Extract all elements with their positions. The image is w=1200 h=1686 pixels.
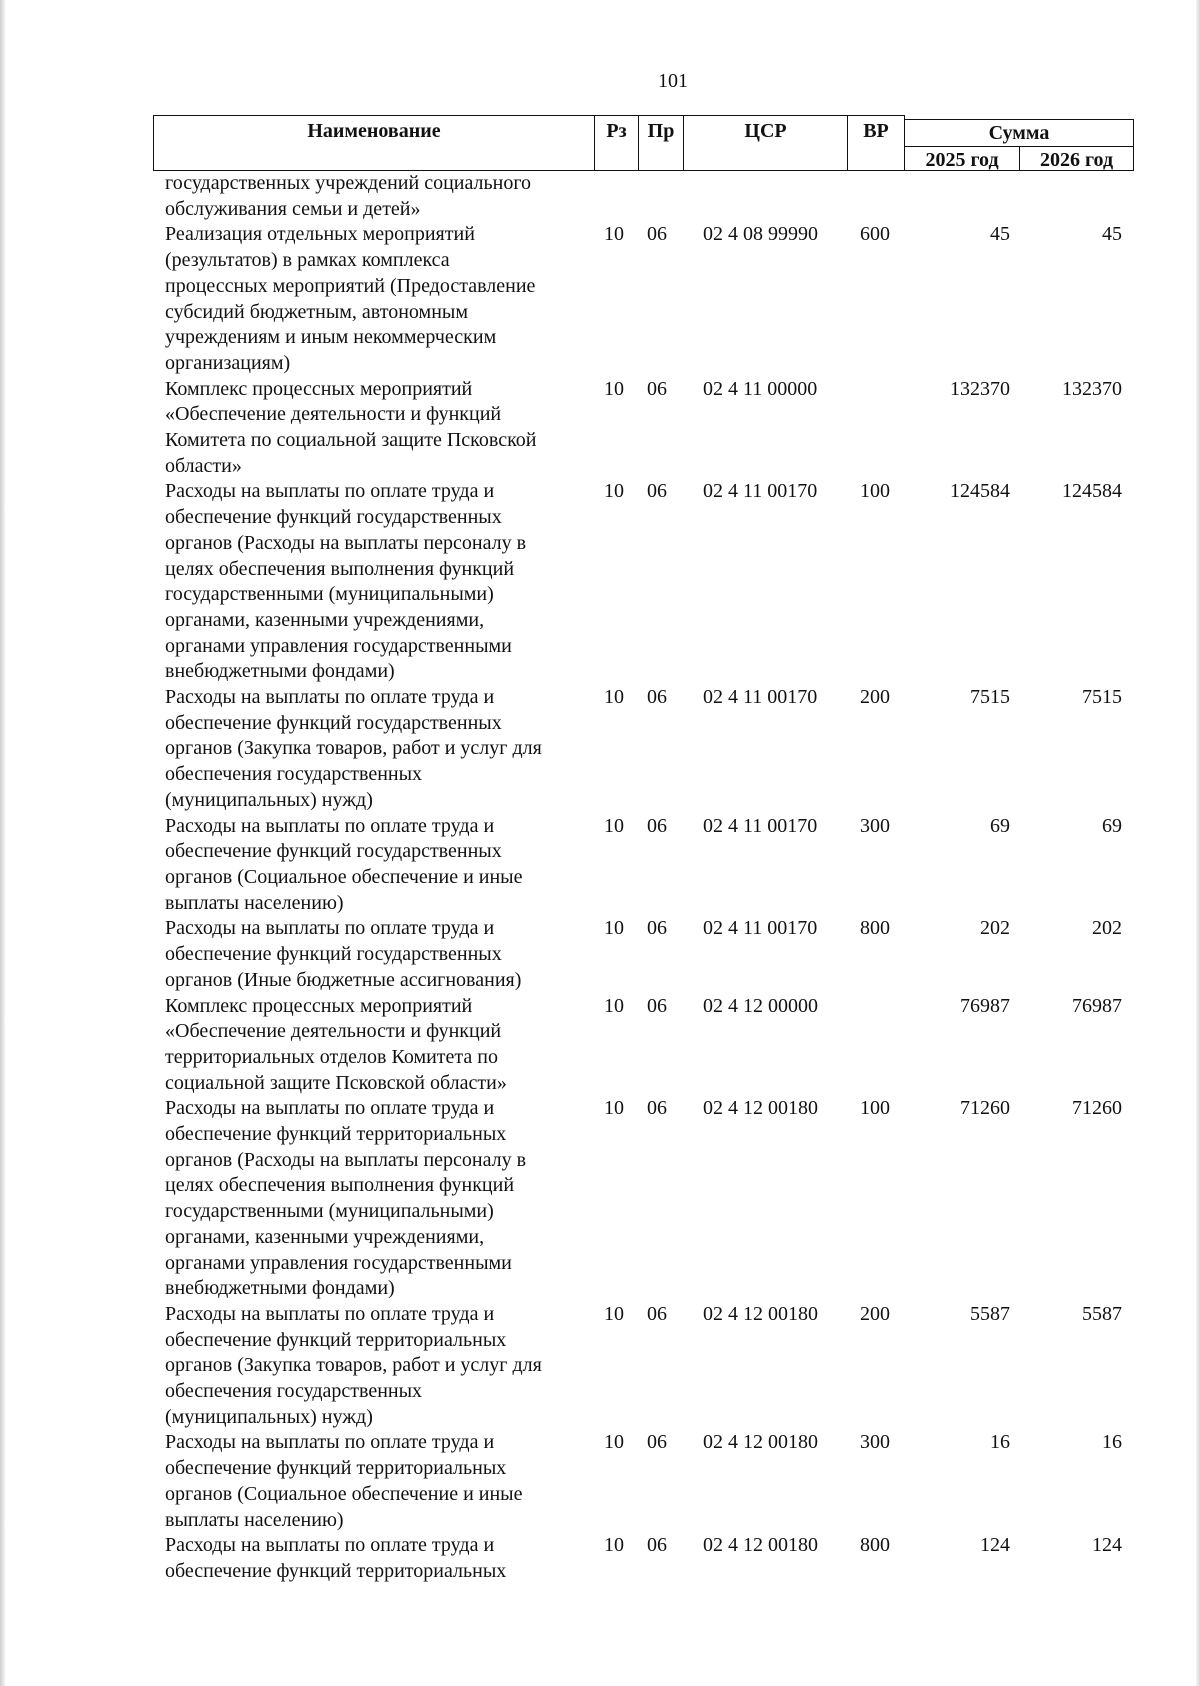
row-pr: 06: [647, 377, 667, 400]
row-rz: 10: [604, 1302, 624, 1325]
row-pr: 06: [647, 1431, 667, 1454]
table-row: [0, 377, 1200, 480]
row-sum-2026: 16: [1102, 1431, 1122, 1454]
row-vr: 800: [860, 1534, 890, 1557]
row-rz: 10: [604, 223, 624, 246]
row-name: Расходы на выплаты по оплате труда и обеспечение функций территориальных: [165, 1534, 507, 1582]
row-name: Расходы на выплаты по оплате труда и обеспечение функций государственных органов (Закупка товаров, работ и услуг для обеспечения государственных (муниципальных) нужд): [165, 686, 542, 811]
row-vr: 800: [860, 917, 890, 940]
row-vr: 100: [860, 480, 890, 503]
row-sum-2026: 69: [1102, 814, 1122, 837]
header-pr: Пр: [638, 115, 684, 171]
row-csr: 02 4 11 00170: [703, 480, 818, 503]
table-row: [0, 814, 1200, 917]
row-sum-2026: 132370: [1062, 377, 1122, 400]
row-csr: 02 4 11 00170: [703, 686, 818, 709]
table-body: [0, 171, 1200, 1585]
row-pr: 06: [647, 814, 667, 837]
table-row: [0, 479, 1200, 685]
row-csr: 02 4 12 00180: [703, 1534, 818, 1557]
row-pr: 06: [647, 1302, 667, 1325]
row-sum-2025: 124: [980, 1534, 1010, 1557]
row-name: Комплекс процессных мероприятий «Обеспечение деятельности и функций Комитета по социальной защите Псковской области»: [165, 377, 537, 477]
header-sum: Сумма: [904, 119, 1134, 147]
table-row: [0, 1096, 1200, 1302]
row-sum-2025: 69: [990, 814, 1010, 837]
row-pr: 06: [647, 223, 667, 246]
row-rz: 10: [604, 377, 624, 400]
row-csr: 02 4 11 00000: [703, 377, 818, 400]
row-name: государственных учреждений социального обслуживания семьи и детей»: [165, 172, 532, 220]
row-sum-2026: 71260: [1072, 1097, 1122, 1120]
row-name: Расходы на выплаты по оплате труда и обеспечение функций государственных органов (Социальное обеспечение и иные выплаты населению): [165, 814, 523, 914]
row-csr: 02 4 11 00170: [703, 814, 818, 837]
row-sum-2026: 202: [1092, 917, 1122, 940]
row-sum-2026: 45: [1102, 223, 1122, 246]
header-name: Наименование: [153, 115, 595, 171]
row-rz: 10: [604, 917, 624, 940]
row-rz: 10: [604, 1097, 624, 1120]
row-csr: 02 4 11 00170: [703, 917, 818, 940]
row-name: Комплекс процессных мероприятий «Обеспечение деятельности и функций территориальных отделов Комитета по социальной защите Псковской области»: [165, 994, 507, 1094]
row-sum-2026: 76987: [1072, 994, 1122, 1017]
row-name: Расходы на выплаты по оплате труда и обеспечение функций государственных органов (Иные бюджетные ассигнования): [165, 917, 522, 991]
row-csr: 02 4 12 00180: [703, 1302, 818, 1325]
row-pr: 06: [647, 917, 667, 940]
row-name: Реализация отдельных мероприятий (результатов) в рамках комплекса процессных мероприятий (Предоставление субсидий бюджетным, автономным учреждениям и иным некоммерческим организациям): [165, 223, 536, 374]
row-sum-2026: 5587: [1082, 1302, 1122, 1325]
row-csr: 02 4 12 00180: [703, 1431, 818, 1454]
row-pr: 06: [647, 994, 667, 1017]
row-sum-2025: 132370: [950, 377, 1010, 400]
row-rz: 10: [604, 686, 624, 709]
row-csr: 02 4 12 00180: [703, 1097, 818, 1120]
table-row: [0, 1533, 1200, 1584]
table-row: [0, 685, 1200, 814]
row-pr: 06: [647, 1534, 667, 1557]
row-name: Расходы на выплаты по оплате труда и обеспечение функций территориальных органов (Закупка товаров, работ и услуг для обеспечения государственных (муниципальных) нужд): [165, 1302, 542, 1428]
row-sum-2025: 7515: [970, 686, 1010, 709]
row-vr: 100: [860, 1097, 890, 1120]
row-name: Расходы на выплаты по оплате труда и обеспечение функций территориальных органов (Расходы на выплаты персоналу в целях обеспечения выполнения функций государственными (муниципальными) органами, казенными учреждениями, органами управления государственными внебюджетными фондами): [165, 1097, 527, 1300]
row-name: Расходы на выплаты по оплате труда и обеспечение функций территориальных органов (Социальное обеспечение и иные выплаты населению): [165, 1431, 523, 1531]
table-row: [0, 171, 1200, 222]
header-rz: Рз: [594, 115, 639, 171]
row-pr: 06: [647, 686, 667, 709]
header-csr: ЦСР: [683, 115, 848, 171]
row-sum-2026: 124584: [1062, 480, 1122, 503]
page-number: 101: [658, 70, 688, 92]
row-rz: 10: [604, 1431, 624, 1454]
row-sum-2025: 5587: [970, 1302, 1010, 1325]
row-sum-2026: 124: [1092, 1534, 1122, 1557]
row-vr: 300: [860, 814, 890, 837]
row-sum-2025: 71260: [960, 1097, 1010, 1120]
table-row: [0, 1302, 1200, 1431]
row-vr: 600: [860, 223, 890, 246]
table-row: [0, 1430, 1200, 1533]
row-sum-2026: 7515: [1082, 686, 1122, 709]
header-year-2026: 2026 год: [1019, 146, 1134, 171]
row-vr: 200: [860, 1302, 890, 1325]
row-rz: 10: [604, 1534, 624, 1557]
table-header: [153, 115, 1134, 171]
table-row: [0, 916, 1200, 993]
table-row: [0, 994, 1200, 1097]
row-csr: 02 4 08 99990: [703, 223, 818, 246]
row-pr: 06: [647, 480, 667, 503]
row-sum-2025: 124584: [950, 480, 1010, 503]
row-vr: 300: [860, 1431, 890, 1454]
row-name: Расходы на выплаты по оплате труда и обеспечение функций государственных органов (Расходы на выплаты персоналу в целях обеспечения выполнения функций государственными (муниципальными) органами, казенными учреждениями, органами управления государственными внебюджетными фондами): [165, 480, 527, 683]
header-vr: ВР: [847, 115, 905, 171]
row-csr: 02 4 12 00000: [703, 994, 818, 1017]
table-row: [0, 222, 1200, 376]
row-sum-2025: 76987: [960, 994, 1010, 1017]
row-rz: 10: [604, 994, 624, 1017]
row-rz: 10: [604, 814, 624, 837]
row-pr: 06: [647, 1097, 667, 1120]
row-sum-2025: 45: [990, 223, 1010, 246]
header-year-2025: 2025 год: [904, 146, 1020, 171]
row-vr: 200: [860, 686, 890, 709]
row-rz: 10: [604, 480, 624, 503]
row-sum-2025: 16: [990, 1431, 1010, 1454]
row-sum-2025: 202: [980, 917, 1010, 940]
